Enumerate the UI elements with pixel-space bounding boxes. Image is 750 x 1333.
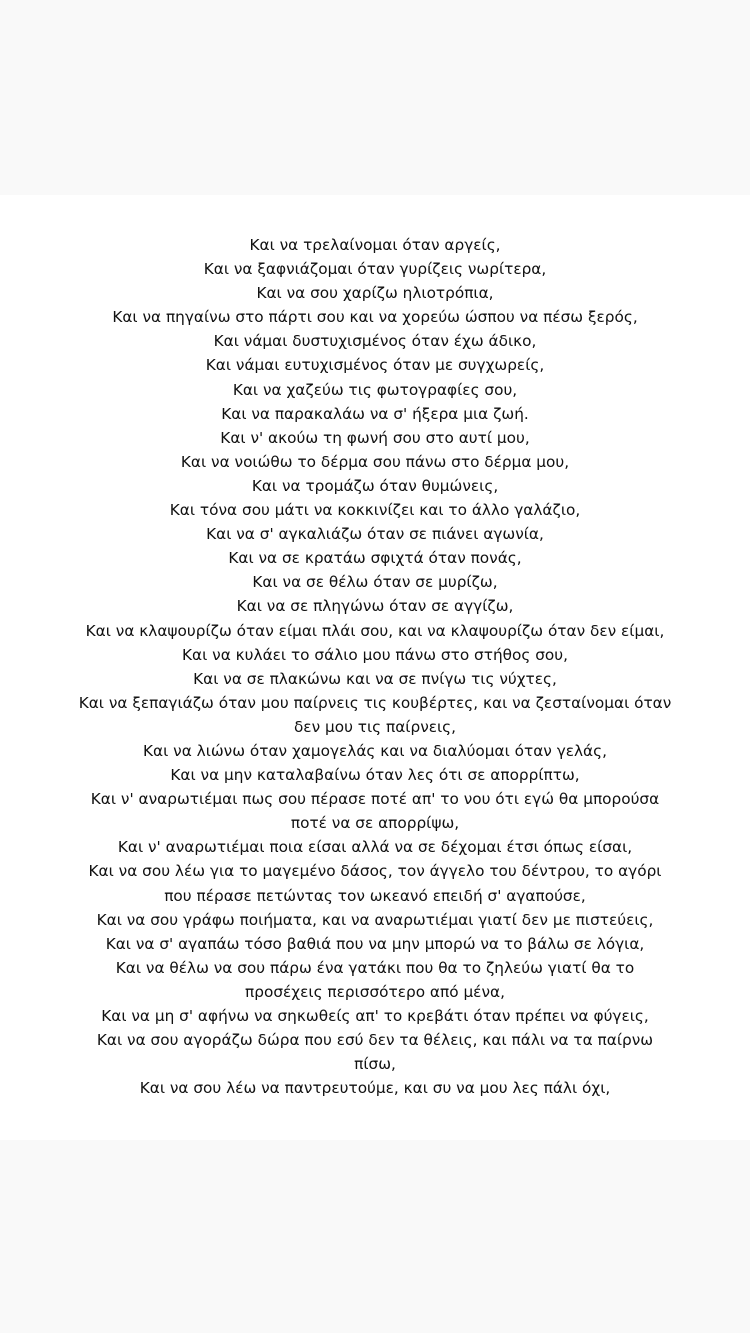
poem-line: Και να λιώνω όταν χαμογελάς και να διαλύομαι όταν γελάς, — [143, 741, 607, 760]
poem-line: Και να ξαφνιάζομαι όταν γυρίζεις νωρίτερα, — [203, 260, 547, 279]
poem-line: Και να σου αγοράζω δώρα που εσύ δεν τα θέλεις, και πάλι να τα παίρνω — [96, 1031, 654, 1050]
poem-line: Και νάμαι ευτυχισμένος όταν με συγχωρείς, — [205, 356, 545, 375]
poem-line: Και να σ' αγκαλιάζω όταν σε πιάνει αγωνία, — [206, 525, 544, 544]
poem-line: Και να κυλάει το σάλιο μου πάνω στο στήθος σου, — [182, 645, 568, 664]
poem-line: Και να σε πληγώνω όταν σε αγγίζω, — [236, 597, 514, 616]
poem-line: δεν μου τις παίρνεις, — [293, 717, 457, 736]
poem-line: προσέχεις περισσότερο από μένα, — [245, 982, 505, 1001]
top-blank-band — [0, 0, 750, 195]
bottom-blank-band — [0, 1140, 750, 1333]
poem-line: Και να κλαψουρίζω όταν είμαι πλάι σου, και να κλαψουρίζω όταν δεν είμαι, — [85, 621, 665, 640]
poem-line: Και να χαζεύω τις φωτογραφίες σου, — [232, 380, 518, 399]
poem-line: Και τόνα σου μάτι να κοκκινίζει και το άλλο γαλάζιο, — [169, 501, 581, 520]
poem-line: Και ν' ακούω τη φωνή σου στο αυτί μου, — [220, 428, 530, 447]
poem-line: πίσω, — [354, 1055, 396, 1074]
poem-line: Και να μην καταλαβαίνω όταν λες ότι σε απορρίπτω, — [170, 766, 580, 785]
poem-line: Και να μη σ' αφήνω να σηκωθείς απ' το κρεβάτι όταν πρέπει να φύγεις, — [101, 1007, 649, 1025]
poem-line: Και να θέλω να σου πάρω ένα γατάκι που θα το ζηλεύω γιατί θα το — [115, 958, 635, 977]
poem-line: Και ν' αναρωτιέμαι πως σου πέρασε ποτέ απ' το νου ότι εγώ θα μπορούσα — [90, 790, 660, 809]
poem-line: Και να τρελαίνομαι όταν αργείς, — [249, 236, 501, 254]
poem-line: Και να σε κρατάω σφιχτά όταν πονάς, — [228, 549, 522, 568]
poem-line: Και να σ' αγαπάω τόσο βαθιά που να μην μπορώ να το βάλω σε λόγια, — [105, 934, 645, 953]
poem-line: Και να τρομάζω όταν θυμώνεις, — [251, 476, 499, 495]
poem-line: Και να σου λέω για το μαγεμένο δάσος, τον άγγελο του δέντρου, το αγόρι — [88, 862, 662, 881]
poem-line: Και ν' αναρωτιέμαι ποια είσαι αλλά να σε δέχομαι έτσι όπως είσαι, — [117, 838, 633, 857]
poem-text — [40, 233, 710, 1100]
poem-line: Και να παρακαλάω να σ' ήξερα μια ζωή. — [221, 404, 529, 423]
poem-line: Και να σε πλακώνω και να σε πνίγω τις νύχτες, — [193, 669, 557, 688]
poem-line: Και να πηγαίνω στο πάρτι σου και να χορεύω ώσπου να πέσω ξερός, — [112, 308, 638, 327]
poem-line: Και να σου λέω να παντρευτούμε, και συ να μου λες πάλι όχι, — [139, 1079, 611, 1098]
poem-line: Και να νοιώθω το δέρμα σου πάνω στο δέρμα μου, — [180, 452, 570, 471]
poem-line: που πέρασε πετώντας τον ωκεανό επειδή σ' αγαπούσε, — [164, 886, 586, 905]
poem-line: Και να σου χαρίζω ηλιοτρόπια, — [256, 284, 494, 303]
poem-line: Και να ξεπαγιάζω όταν μου παίρνεις τις κουβέρτες, και να ζεσταίνομαι όταν — [78, 693, 672, 712]
poem-line: ποτέ να σε απορρίψω, — [290, 814, 460, 833]
poem-line: Και νάμαι δυστυχισμένος όταν έχω άδικο, — [213, 332, 537, 351]
poem-line: Και να σε θέλω όταν σε μυρίζω, — [252, 573, 498, 592]
poem-line: Και να σου γράφω ποιήματα, και να αναρωτιέμαι γιατί δεν με πιστεύεις, — [96, 910, 654, 929]
